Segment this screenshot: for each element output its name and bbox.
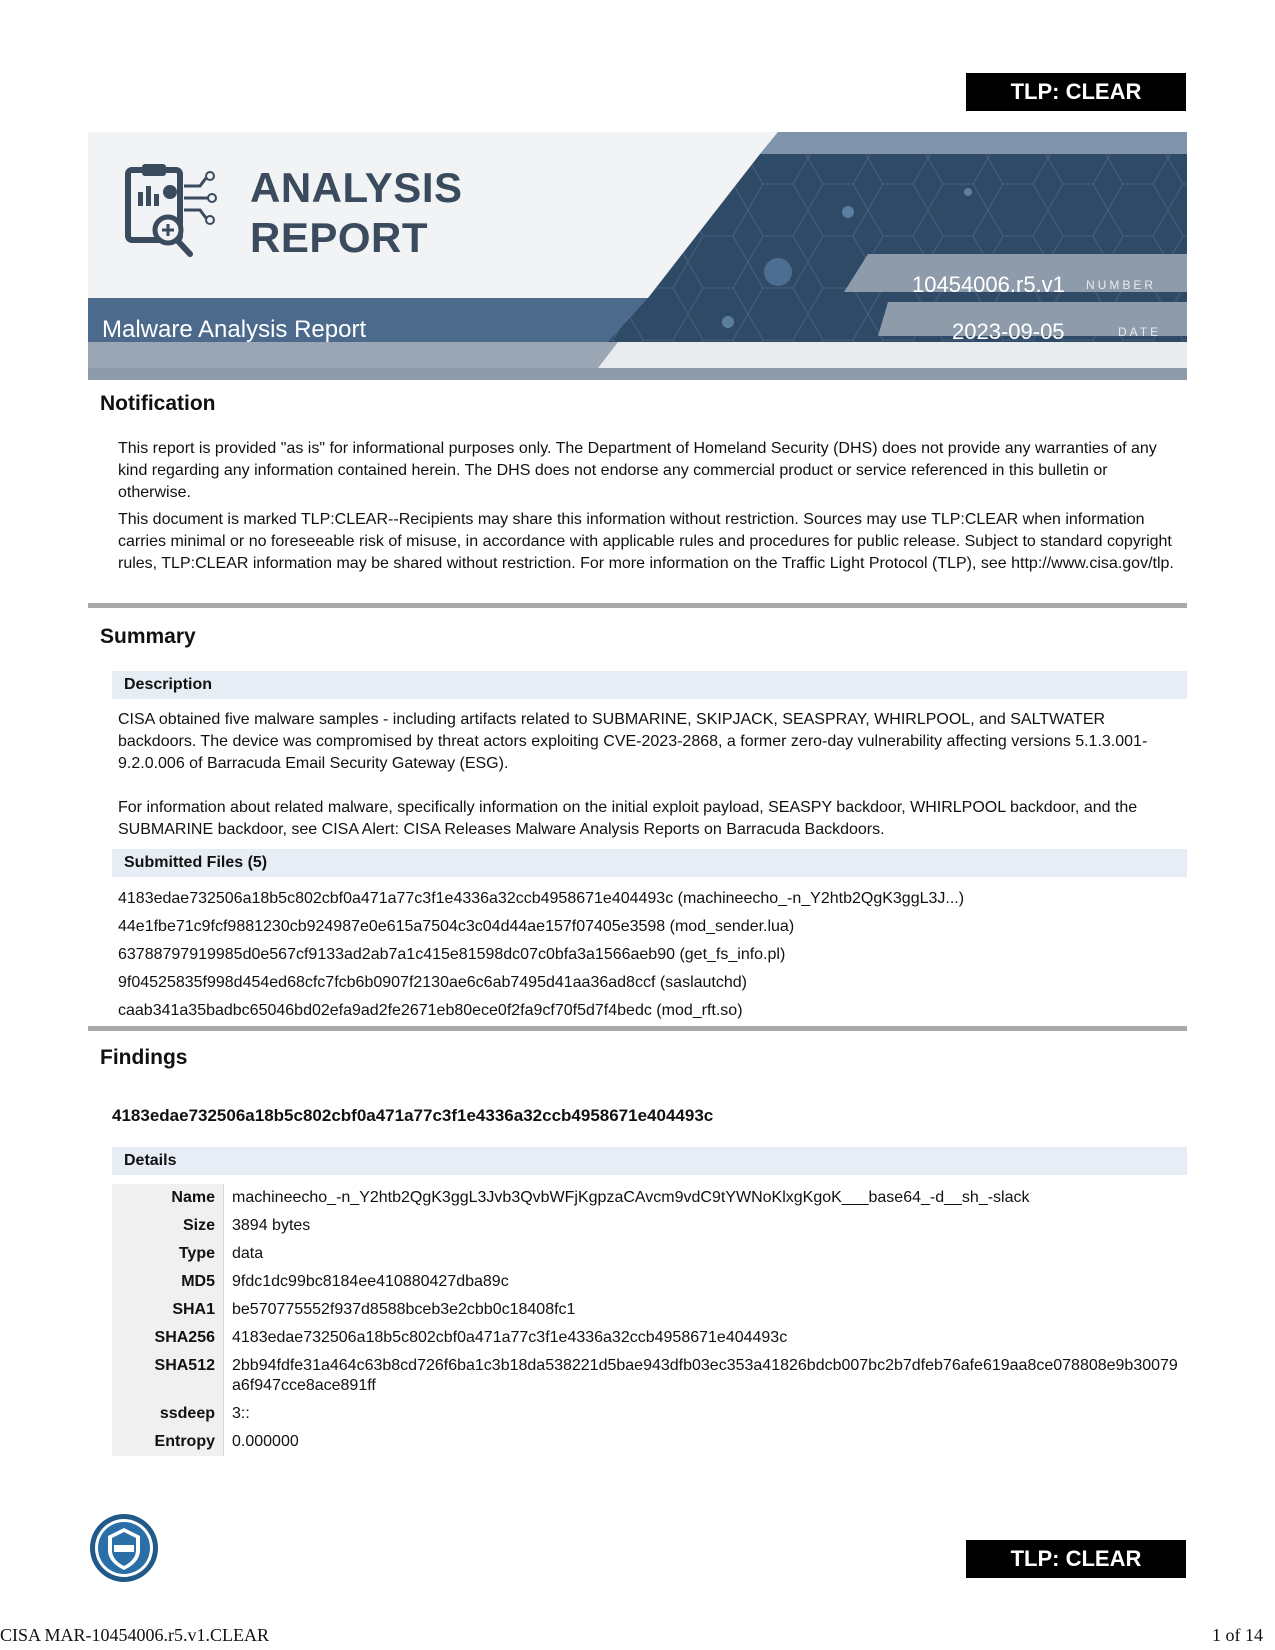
table-row — [112, 1184, 1187, 1212]
description-paragraph-1: CISA obtained five malware samples - including artifacts related to SUBMARINE, SKIPJACK, SEASPRAY, WHIRLPOOL, and SALTWATER backdoors. The device was compromised by threat actors exploiting CVE-2023-2868, a former zero-day vulnerability affecting versions 5.1.3.001-9.2.0.006 of Barracuda Email Security Gateway (ESG). — [118, 711, 1148, 772]
list-item: 63788797919985d0e567cf9133ad2ab7a1c415e81598dc07c0bfa3a1566aeb90 (get_fs_info.pl) — [118, 946, 786, 963]
detail-key: Type — [112, 1240, 224, 1268]
details-subheading: Details — [112, 1147, 1187, 1175]
report-date: 2023-09-05 — [952, 319, 1065, 344]
banner-title-line2: REPORT — [250, 214, 429, 261]
detail-value: 2bb94fdfe31a464c63b8cd726f6ba1c3b18da538221d5bae943dfb03ec353a41826bdcb007bc2b7dfeb76afe619aa8ce078808e9b30079a6f947cce8ace891ff — [232, 1357, 1178, 1394]
detail-value: 3894 bytes — [232, 1217, 311, 1234]
table-row — [112, 1428, 1187, 1456]
detail-key: MD5 — [112, 1268, 224, 1296]
notification-heading: Notification — [100, 392, 216, 415]
footer-document-id: CISA MAR-10454006.r5.v1.CLEAR — [0, 1625, 270, 1645]
table-row — [112, 1212, 1187, 1240]
section-divider — [88, 603, 1187, 608]
analysis-report-icon — [122, 162, 222, 262]
cisa-seal-icon — [88, 1512, 160, 1584]
detail-key: SHA512 — [112, 1352, 224, 1400]
detail-value: 0.000000 — [232, 1433, 299, 1450]
details-table — [112, 1184, 1187, 1456]
table-row — [112, 1268, 1187, 1296]
list-item: 9f04525835f998d454ed68cfc7fcb6b0907f2130ae6c6ab7495d41aa36ad8ccf (saslautchd) — [118, 974, 747, 991]
footer-page-number: 1 of 14 — [1212, 1625, 1263, 1645]
table-row — [112, 1352, 1187, 1400]
table-row — [112, 1400, 1187, 1428]
table-row — [112, 1240, 1187, 1268]
tlp-badge-top: TLP: CLEAR — [966, 73, 1186, 111]
detail-value: data — [232, 1245, 264, 1262]
submitted-files-subheading: Submitted Files (5) — [112, 849, 1187, 877]
list-item: caab341a35badbc65046bd02efa9ad2fe2671eb80ece0f2fa9cf70f5d7f4bedc (mod_rft.so) — [118, 1002, 743, 1019]
findings-heading: Findings — [100, 1046, 188, 1069]
list-item: 4183edae732506a18b5c802cbf0a471a77c3f1e4336a32ccb4958671e404493c (machineecho_-n_Y2htb2QgK3ggL3J...) — [118, 890, 965, 907]
report-number: 10454006.r5.v1 — [912, 272, 1065, 297]
tlp-badge-bottom: TLP: CLEAR — [966, 1540, 1186, 1578]
submitted-files-list — [118, 889, 1188, 1029]
detail-key: SHA1 — [112, 1296, 224, 1324]
notification-paragraph-1: This report is provided "as is" for informational purposes only. The Department of Homeland Security (DHS) does not provide any warranties of any kind regarding any information contained herein. The DHS does not endorse any commercial product or service referenced in this bulletin or otherwise. — [118, 440, 1157, 501]
detail-key: SHA256 — [112, 1324, 224, 1352]
detail-value: machineecho_-n_Y2htb2QgK3ggL3Jvb3QvbWFjKgpzaCAvcm9vdC9tYWNoKlxgKgoK___base64_-d__sh_-slack — [232, 1189, 1030, 1206]
table-row — [112, 1324, 1187, 1352]
summary-heading: Summary — [100, 625, 196, 648]
detail-value: 3:: — [232, 1405, 250, 1422]
report-date-label: DATE — [1118, 325, 1162, 339]
report-number-label: NUMBER — [1086, 278, 1157, 292]
section-divider — [88, 1026, 1187, 1031]
list-item: 44e1fbe71c9fcf9881230cb924987e0e615a7504c3c04d44ae157f07405e3598 (mod_sender.lua) — [118, 918, 795, 935]
detail-value: be570775552f937d8588bceb3e2cbb0c18408fc1 — [232, 1301, 576, 1318]
finding-hash-title: 4183edae732506a18b5c802cbf0a471a77c3f1e4336a32ccb4958671e404493c — [112, 1106, 714, 1125]
detail-key: ssdeep — [112, 1400, 224, 1428]
detail-value: 9fdc1dc99bc8184ee410880427dba89c — [232, 1273, 509, 1290]
description-subheading: Description — [112, 671, 1187, 699]
description-paragraph-2: For information about related malware, specifically information on the initial exploit payload, SEASPY backdoor, WHIRLPOOL backdoor, and the SUBMARINE backdoor, see CISA Alert: CISA Releases Malware Analysis Reports on Barracuda Backdoors. — [118, 799, 1138, 838]
detail-key: Entropy — [112, 1428, 224, 1456]
detail-value: 4183edae732506a18b5c802cbf0a471a77c3f1e4336a32ccb4958671e404493c — [232, 1329, 788, 1346]
detail-key: Name — [112, 1184, 224, 1212]
notification-paragraph-2: This document is marked TLP:CLEAR--Recipients may share this information without restriction. Sources may use TLP:CLEAR when information carries minimal or no foreseeable risk of misuse, in accordance with applicable rules and procedures for public release. Subject to standard copyright rules, TLP:CLEAR information may be shared without restriction. For more information on the Traffic Light Protocol (TLP), see http://www.cisa.gov/tlp. — [118, 511, 1174, 572]
banner-title-line1: ANALYSIS — [250, 164, 463, 211]
table-row — [112, 1296, 1187, 1324]
detail-key: Size — [112, 1212, 224, 1240]
report-subtitle: Malware Analysis Report — [102, 316, 367, 343]
report-banner — [88, 132, 1187, 380]
